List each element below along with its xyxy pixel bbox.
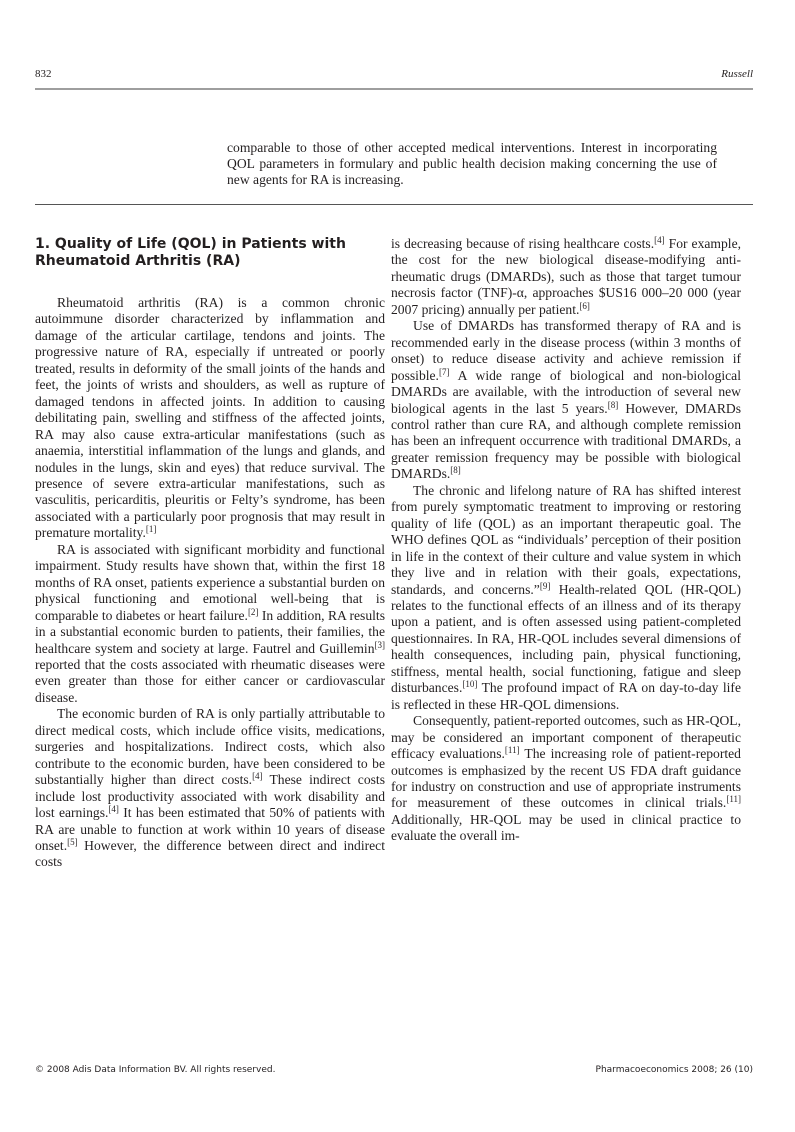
paragraph: Consequently, patient-reported outcomes, such as HR-QOL, may be considered an important component of therapeutic efficacy evaluations.[11] The increasing role of patient-reported outcomes is emphasized by the recent US FDA draft guidance for industry on construction and use of appropriate instruments for measurement of these outcomes in clinical trials.[11] Additionally, HR-QOL may be used in clinical practice to evaluate the overall im-: [391, 713, 741, 844]
citation-ref: [4]: [252, 771, 263, 782]
right-column: [391, 236, 741, 845]
citation-ref: [5]: [67, 836, 78, 847]
citation-ref: [1]: [145, 524, 157, 535]
citation-ref: [6]: [579, 300, 590, 311]
citation-ref: [8]: [607, 399, 619, 410]
paragraph: Use of DMARDs has transformed therapy of RA and is recommended early in the disease process (within 3 months of onset) to reduce disease activity and achieve remission if possible.[7] A wide range of biological and non-biological DMARDs are available, with the introduction of several new biological agents in the last 5 years.[8] However, DMARDs control rather than cure RA, and although complete remission has been an infrequent occurrence with traditional DMARDs, a greater remission frequency may be possible with biological DMARDs.[8]: [391, 318, 741, 482]
page-number: 832: [35, 68, 52, 80]
abstract-rule: [35, 204, 753, 205]
citation-ref: [8]: [450, 465, 461, 476]
footer-copyright: © 2008 Adis Data Information BV. All rights reserved.: [35, 1065, 276, 1075]
running-header-author: Russell: [721, 68, 753, 80]
citation-ref: [7]: [438, 366, 450, 377]
paragraph: The economic burden of RA is only partially attributable to direct medical costs, which include office visits, medications, surgeries and hospitalizations. Indirect costs, which also contribute to the economic burden, have been considered to be substantially higher than direct costs.[4] These indirect costs include lost productivity associated with work disability and lost earnings.[4] It has been estimated that 50% of patients with RA are unable to function at work within 10 years of disease onset.[5] However, the difference between direct and indirect costs: [35, 706, 385, 870]
citation-ref: [11]: [504, 745, 520, 756]
paragraph: RA is associated with significant morbidity and functional impairment. Study results have shown that, within the first 18 months of RA onset, patients experience a substantial burden on physical functioning and emotional well-being that is comparable to diabetes or heart failure.[2] In addition, RA results in a substantial economic burden to patients, their families, the healthcare system and society at large. Fautrel and Guillemin[3] reported that the costs associated with rheumatic diseases were even greater than those for either cancer or cardiovascular disease.: [35, 541, 385, 705]
paragraph: is decreasing because of rising healthcare costs.[4] For example, the cost for the new biological disease-modifying anti-rheumatic drugs (DMARDs), such as those that target tumour necrosis factor (TNF)-α, approaches $US16 000–20 000 (year 2007 pricing) annually per patient.[6]: [391, 235, 741, 317]
citation-ref: [3]: [374, 639, 385, 650]
citation-ref: [2]: [247, 606, 259, 617]
citation-ref: [11]: [726, 794, 741, 805]
left-column: [35, 236, 385, 871]
section-heading: 1. Quality of Life (QOL) in Patients with Rheumatoid Arthritis (RA): [35, 236, 346, 269]
paragraph: The chronic and lifelong nature of RA has shifted interest from purely symptomatic treatment to improving or restoring quality of life (QOL) as an important therapeutic goal. The WHO defines QOL as “individuals’ perception of their position in life in the context of their culture and value system in which they live and in relation with their goals, expectations, standards, and concerns.”[9] Health-related QOL (HR-QOL) relates to the functional effects of an illness and of its therapy upon a patient, and is often assessed using patient-completed questionnaires. In RA, HR-QOL includes several dimensions of health consequences, including pain, physical functioning, stiffness, mental health, social functioning, fatigue and sleep disturbances.[10] The profound impact of RA on day-to-day life is reflected in these HR-QOL dimensions.: [391, 482, 742, 712]
citation-ref: [4]: [654, 235, 665, 245]
abstract-tail: comparable to those of other accepted medical interventions. Interest in incorporating QOL parameters in formulary and public health decision making concerning the use of new agents for RA is increasing.: [227, 140, 717, 187]
header-rule: [35, 88, 753, 90]
footer-citation: Pharmacoeconomics 2008; 26 (10): [595, 1065, 753, 1075]
citation-ref: [9]: [539, 580, 551, 591]
citation-ref: [4]: [108, 804, 119, 815]
citation-ref: [10]: [462, 679, 478, 690]
paragraph: Rheumatoid arthritis (RA) is a common chronic autoimmune disorder characterized by inflammation and damage of the articular cartilage, tendons and joints. The progressive nature of RA, especially if untreated or poorly treated, results in deformity of the small joints of the hands and feet, the joints of wrists and shoulders, as well as rupture of damaged tendons in affected joints. In addition to causing debilitating pain, swelling and stiffness of the affected joints, RA may also cause extra-articular manifestations (such as anaemia, interstitial inflammation of the lungs and glands, and nodules in the lungs, skin and eyes) that reduce survival. The presence of severe extra-articular manifestations, such as vasculitis, pericarditis, pleuritis or Felty’s syndrome, has been associated with a particularly poor prognosis that may result in premature mortality.[1]: [35, 295, 385, 541]
